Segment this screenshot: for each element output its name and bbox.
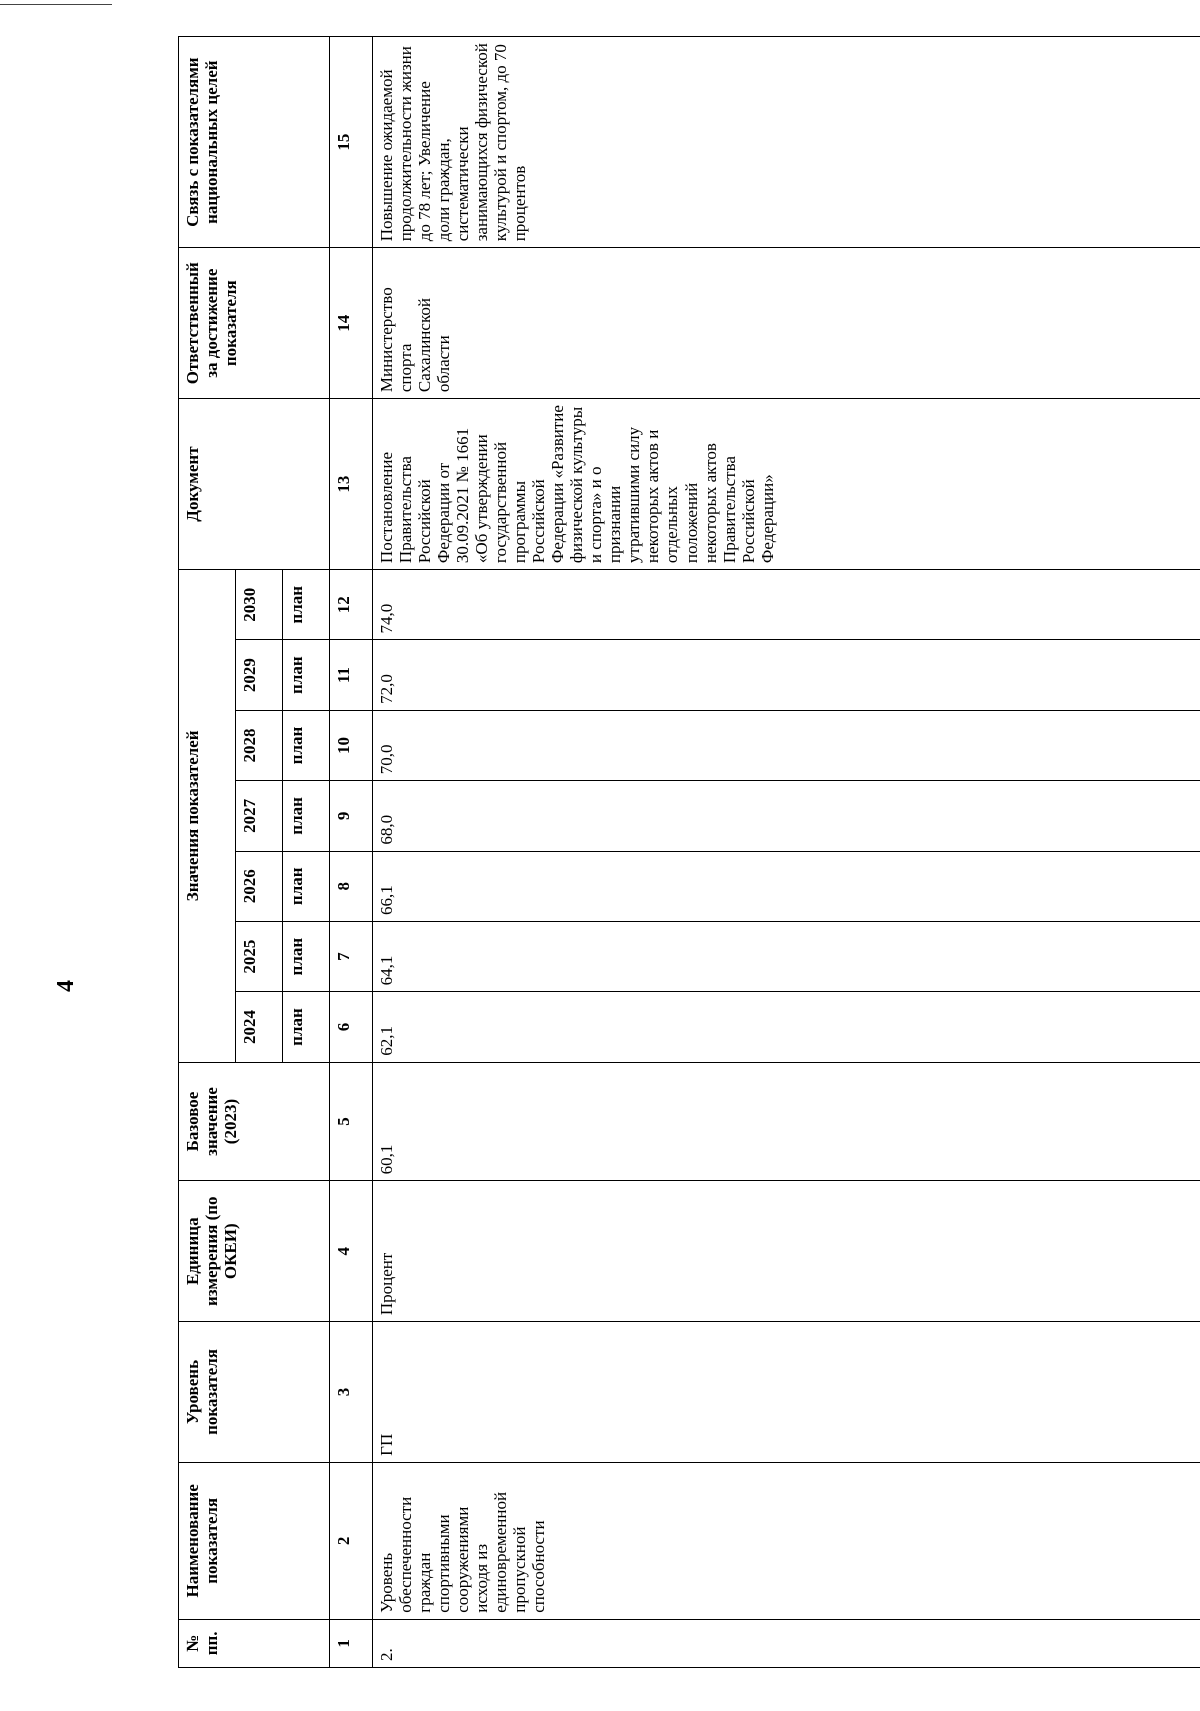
column-number: 7 bbox=[330, 921, 373, 991]
header-responsible: Ответственный за достижение показателя bbox=[179, 248, 330, 399]
column-number: 11 bbox=[330, 640, 373, 710]
header-unit: Единица измерения (по ОКЕИ) bbox=[179, 1181, 330, 1322]
value-2024: 62,1 bbox=[373, 992, 1200, 1062]
column-number: 12 bbox=[330, 570, 373, 640]
base-value: 60,1 bbox=[373, 1062, 1200, 1181]
indicator-level: ГП bbox=[373, 1322, 1200, 1463]
header-year: 2026 bbox=[236, 851, 283, 921]
column-number: 3 bbox=[330, 1322, 373, 1463]
value-2025: 64,1 bbox=[373, 921, 1200, 991]
column-number: 8 bbox=[330, 851, 373, 921]
header-indicator-name: Наименование показателя bbox=[179, 1462, 330, 1619]
column-number: 15 bbox=[330, 37, 373, 248]
header-year: 2024 bbox=[236, 992, 283, 1062]
column-number: 9 bbox=[330, 781, 373, 851]
column-number: 10 bbox=[330, 710, 373, 780]
value-2029: 72,0 bbox=[373, 640, 1200, 710]
column-number: 6 bbox=[330, 992, 373, 1062]
national-goals-link: Повышение ожидаемой продолжительности жизни до 78 лет; Увеличение доли граждан, систематически занимающихся физической культурой и спортом, до 70 процентов bbox=[373, 37, 1200, 248]
header-plan-label: план bbox=[283, 640, 330, 710]
header-year: 2025 bbox=[236, 921, 283, 991]
value-2027: 68,0 bbox=[373, 781, 1200, 851]
column-number: 5 bbox=[330, 1062, 373, 1181]
header-national-goals: Связь с показателями национальных целей bbox=[179, 37, 330, 248]
header-year: 2030 bbox=[236, 570, 283, 640]
header-year: 2029 bbox=[236, 640, 283, 710]
header-plan-label: план bbox=[283, 570, 330, 640]
header-plan-label: план bbox=[283, 851, 330, 921]
header-plan-label: план bbox=[283, 710, 330, 780]
column-number: 1 bbox=[330, 1619, 373, 1667]
indicators-table bbox=[178, 36, 1200, 1668]
column-number: 14 bbox=[330, 248, 373, 399]
column-number: 2 bbox=[330, 1462, 373, 1619]
header-year: 2028 bbox=[236, 710, 283, 780]
header-year: 2027 bbox=[236, 781, 283, 851]
value-2026: 66,1 bbox=[373, 851, 1200, 921]
header-base-value: Базовое значение (2023) bbox=[179, 1062, 330, 1181]
header-plan-label: план bbox=[283, 921, 330, 991]
header-plan-label: план bbox=[283, 992, 330, 1062]
column-number: 13 bbox=[330, 399, 373, 570]
header-document: Документ bbox=[179, 399, 330, 570]
document-reference: Постановление Правительства Российской Федерации от 30.09.2021 № 1661 «Об утверждении государственной программы Российской Федерации «Развитие физической культуры и спорта» и о признании утратившими силу некоторых актов и отдельных положений некоторых актов Правительства Российской Федерации» bbox=[373, 399, 1200, 570]
column-number: 4 bbox=[330, 1181, 373, 1322]
table-row bbox=[373, 37, 1200, 1668]
page-number: 4 bbox=[53, 980, 79, 992]
top-page-rule bbox=[0, 4, 112, 5]
responsible-body: Министерство спорта Сахалинской области bbox=[373, 248, 1200, 399]
header-indicator-level: Уровень показателя bbox=[179, 1322, 330, 1463]
value-2028: 70,0 bbox=[373, 710, 1200, 780]
column-numbers-row bbox=[330, 37, 373, 1668]
indicators-table-container bbox=[178, 36, 1200, 1668]
indicator-name: Уровень обеспеченности граждан спортивными сооружениями исходя из единовременной пропускной способности bbox=[373, 1462, 1200, 1619]
header-plan-label: план bbox=[283, 781, 330, 851]
header-indicator-values: Значения показателей bbox=[179, 570, 236, 1063]
row-number: 2. bbox=[373, 1619, 1200, 1667]
value-2030: 74,0 bbox=[373, 570, 1200, 640]
header-number: № пп. bbox=[179, 1619, 330, 1667]
unit-of-measure: Процент bbox=[373, 1181, 1200, 1322]
